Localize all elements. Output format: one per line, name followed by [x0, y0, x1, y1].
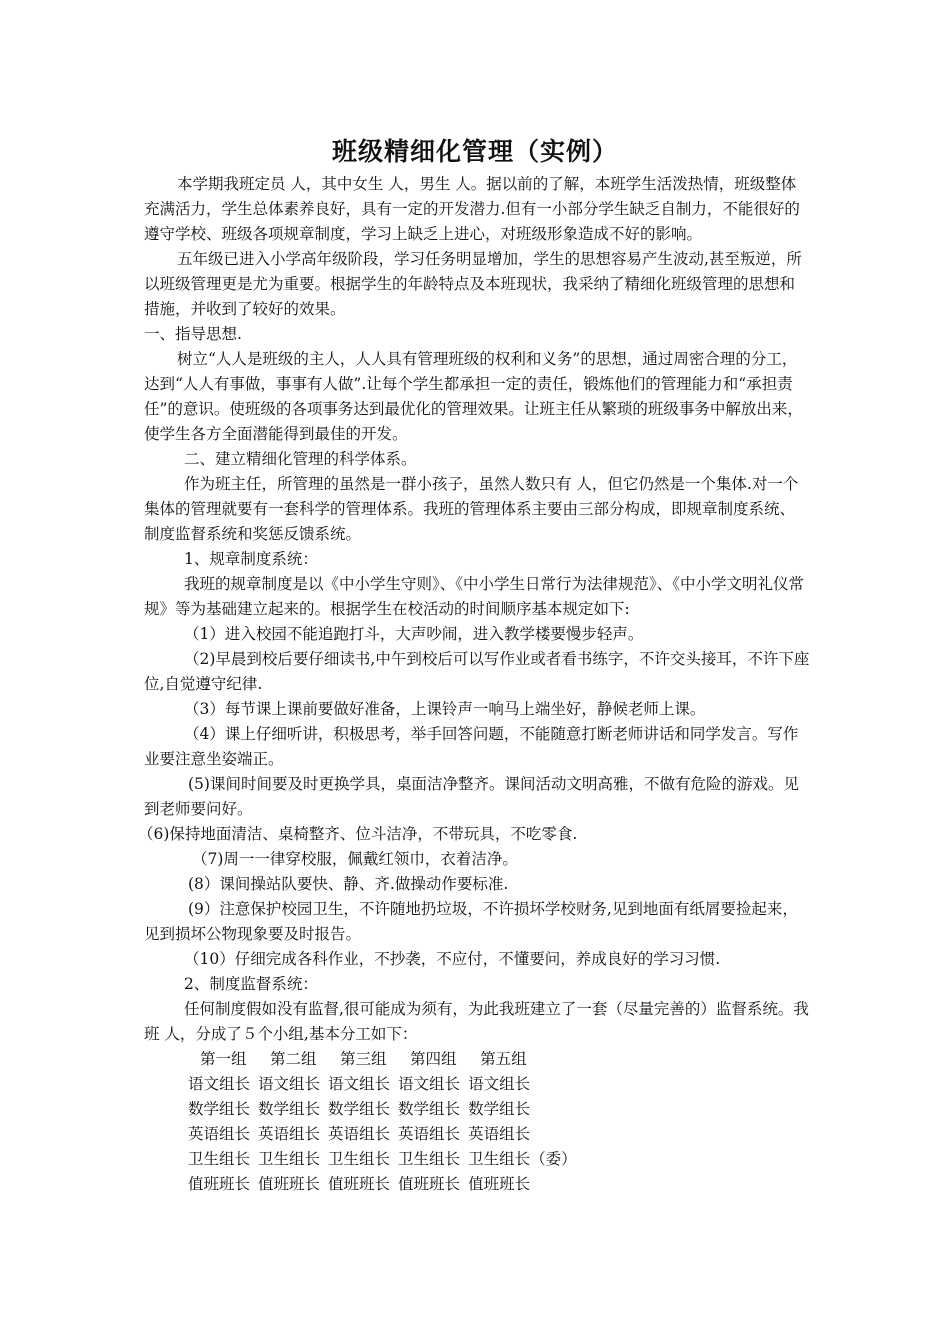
- table-cell: 英语组长: [468, 1125, 531, 1143]
- rule-item-8: (8）课间操站队要快、静、齐.做操动作要标准.: [188, 875, 509, 893]
- table-row: [188, 1147, 585, 1172]
- table-cell: 值班班长: [188, 1175, 251, 1193]
- table-cell: 英语组长: [328, 1125, 391, 1143]
- rule-item-2: （2)早晨到校后要仔细读书,中午到校后可以写作业或者看书练字，不许交头接耳，不许下座位,自觉遵守纪律.: [144, 650, 810, 693]
- document-title: 班级精细化管理（实例）: [331, 137, 618, 166]
- rule-item-6: （6)保持地面清洁、桌椅整齐、位斗洁净，不带玩具，不吃零食.: [138, 825, 578, 843]
- paragraph-rules-basis: 我班的规章制度是以《中小学生守则》、《中小学生日常行为法律规范》、《中小学文明礼仪常规》等为基础建立起来的。根据学生在校活动的时间顺序基本规定如下:: [144, 575, 805, 618]
- table-header-cell: 第二组: [270, 1050, 317, 1068]
- table-header-cell: 第四组: [410, 1050, 457, 1068]
- heading-system: 二、建立精细化管理的科学体系。: [184, 450, 417, 468]
- table-cell: 语文组长: [468, 1075, 531, 1093]
- rule-item-4: （4）课上仔细听讲，积极思考，举手回答问题，不能随意打断老师讲话和同学发言。写作业要注意坐姿端正。: [144, 725, 799, 768]
- paragraph-guiding-idea: 树立“人人是班级的主人，人人具有管理班级的权利和义务”的思想，通过周密合理的分工，达到“人人有事做，事事有人做”.让每个学生都承担一定的责任，锻炼他们的管理能力和“承担责任”的意识。使班级的各项事务达到最优化的管理效果。让班主任从繁琐的班级事务中解放出来，使学生各方全面潜能得到最佳的开发。: [144, 350, 803, 443]
- table-cell: 数学组长: [328, 1100, 391, 1118]
- heading-rules-system: 1、规章制度系统：: [184, 550, 318, 568]
- table-header-cell: 第五组: [480, 1050, 527, 1068]
- table-cell: 卫生组长: [328, 1150, 391, 1168]
- rule-item-10: （10）仔细完成各科作业，不抄袭，不应付，不懂要问，养成良好的学习习惯.: [184, 950, 721, 968]
- table-cell: 英语组长: [398, 1125, 461, 1143]
- table-cell: 卫生组长（委）: [468, 1150, 577, 1168]
- table-cell: 语文组长: [328, 1075, 391, 1093]
- table-row: [188, 1122, 585, 1147]
- rule-item-3: （3）每节课上课前要做好准备，上课铃声一响马上端坐好，静候老师上课。: [184, 700, 706, 718]
- table-cell: 语文组长: [188, 1075, 251, 1093]
- heading-supervision-system: 2、制度监督系统：: [184, 975, 318, 993]
- rule-item-9: (9）注意保护校园卫生，不许随地扔垃圾，不许损坏学校财务,见到地面有纸屑要捡起来，见到损坏公物现象要及时报告。: [144, 900, 798, 943]
- document-body: [138, 172, 810, 1197]
- table-cell: 值班班长: [468, 1175, 531, 1193]
- table-row: [188, 1097, 585, 1122]
- table-cell: 值班班长: [398, 1175, 461, 1193]
- table-cell: 英语组长: [258, 1125, 321, 1143]
- paragraph-system: 作为班主任，所管理的虽然是一群小孩子，虽然人数只有 人，但它仍然是一个集体.对一个集体的管理就要有一套科学的管理体系。我班的管理体系主要由三部分构成，即规章制度系统、制度监督系统和奖惩反馈系统。: [144, 475, 799, 543]
- rule-item-1: （1）进入校园不能追跑打斗，大声吵闹，进入教学楼要慢步轻声。: [184, 625, 644, 643]
- table-cell: 卫生组长: [188, 1150, 251, 1168]
- table-cell: 卫生组长: [398, 1150, 461, 1168]
- table-cell: 值班班长: [258, 1175, 321, 1193]
- paragraph-intro: 本学期我班定员 人，其中女生 人，男生 人。据以前的了解，本班学生活泼热情，班级整体充满活力，学生总体素养良好，具有一定的开发潜力.但有一小部分学生缺乏自制力，不能很好的遵守学校、班级各项规章制度，学习上缺乏上进心，对班级形象造成不好的影响。: [144, 175, 800, 243]
- table-cell: 英语组长: [188, 1125, 251, 1143]
- table-header-row: [188, 1047, 585, 1072]
- paragraph-supervision: 任何制度假如没有监督,很可能成为须有，为此我班建立了一套（尽量完善的）监督系统。我班 人，分成了５个小组,基本分工如下：: [144, 1000, 809, 1043]
- table-cell: 卫生组长: [258, 1150, 321, 1168]
- table-cell: 数学组长: [468, 1100, 531, 1118]
- table-cell: 数学组长: [398, 1100, 461, 1118]
- rule-item-5: (5)课间时间要及时更换学具，桌面洁净整齐。课间活动文明高雅，不做有危险的游戏。见到老师要问好。: [144, 775, 799, 818]
- rule-item-7: （7)周一一律穿校服，佩戴红领巾，衣着洁净。: [192, 850, 518, 868]
- group-division-table: [188, 1047, 585, 1197]
- table-header-cell: 第三组: [340, 1050, 387, 1068]
- table-row: [188, 1072, 585, 1097]
- table-cell: 数学组长: [258, 1100, 321, 1118]
- table-cell: 值班班长: [328, 1175, 391, 1193]
- table-cell: 语文组长: [258, 1075, 321, 1093]
- table-cell: 数学组长: [188, 1100, 251, 1118]
- paragraph-grade-five: 五年级已进入小学高年级阶段，学习任务明显增加，学生的思想容易产生波动,甚至叛逆，所以班级管理更是尤为重要。根据学生的年龄特点及本班现状，我采纳了精细化班级管理的思想和措施，并收到了较好的效果。: [144, 250, 802, 318]
- table-cell: 语文组长: [398, 1075, 461, 1093]
- table-row: [188, 1172, 585, 1197]
- table-header-cell: 第一组: [200, 1050, 247, 1068]
- heading-guiding-idea: 一、指导思想.: [144, 325, 242, 343]
